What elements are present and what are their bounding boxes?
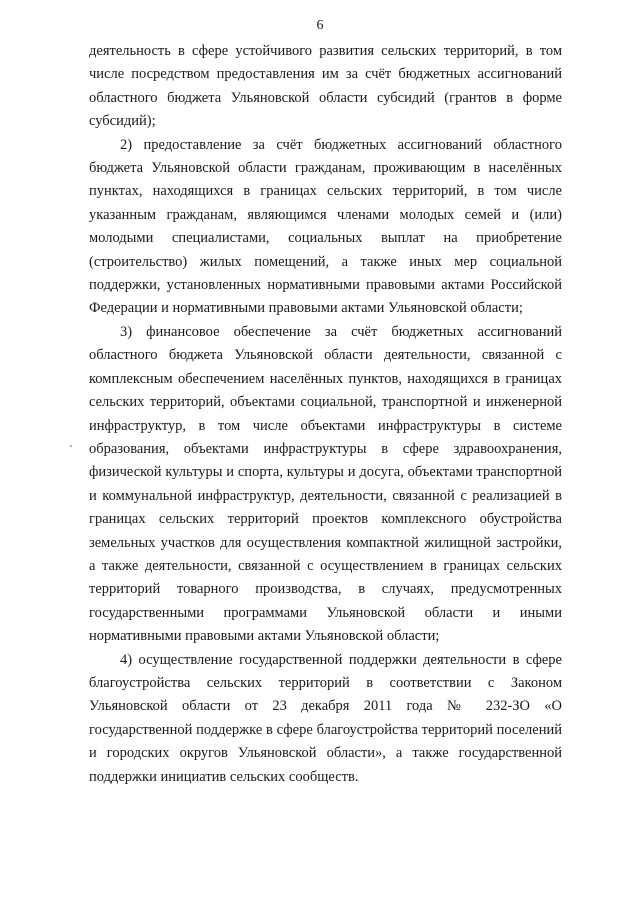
paragraph-item-4: 4) осуществление государственной поддержки деятельности в сфере благоустройства сельских территорий в соответствии с Законом Ульяновской области от 23 декабря 2011 года № 232-ЗО «О государственной поддержке в сфере благоустройства территорий поселений и городских округов Ульяновской области», а также государственной поддержки инициатив сельских сообществ. — [89, 651, 562, 785]
paragraph-item-3: 3) финансовое обеспечение за счёт бюджетных ассигнований областного бюджета Ульяновской области деятельности, связанной с комплексным обеспечением населённых пунктов, находящихся в границах сельских территорий, объектами социальной, транспортной и инженерной инфраструктур, в том числе объектами инфраструктуры в системе образования, объектами инфраструктуры в сфере здравоохранения, физической культуры и спорта, культуры и досуга, объектами транспортной и коммунальной инфраструктур, деятельности, связанной с реализацией в границах сельских территорий проектов комплексного обустройства земельных участков для осуществления компактной жилищной застройки, а также деятельности, связанной с осуществлением в границах сельских территорий товарного производства, в случаях, предусмотренных государственными программами Ульяновской области и иными нормативными правовыми актами Ульяновской области; — [89, 323, 562, 645]
paragraph-item-2: 2) предоставление за счёт бюджетных ассигнований областного бюджета Ульяновской области гражданам, проживающим в населённых пунктах, находящихся в границах сельских территорий, в том числе указанным гражданам, являющимся членами молодых семей и (или) молодыми специалистами, социальных выплат на приобретение (строительство) жилых помещений, а также иных мер социальной поддержки, установленных нормативными правовыми актами Российской Федерации и нормативными правовыми актами Ульяновской области; — [89, 136, 562, 317]
document-body — [89, 40, 562, 789]
paragraph-continuation: деятельность в сфере устойчивого развития сельских территорий, в том числе посредством предоставления им за счёт бюджетных ассигнований областного бюджета Ульяновской области субсидий (грантов в форме субсидий); — [89, 43, 562, 130]
margin-mark — [70, 445, 72, 447]
page-number: 6 — [316, 18, 324, 33]
